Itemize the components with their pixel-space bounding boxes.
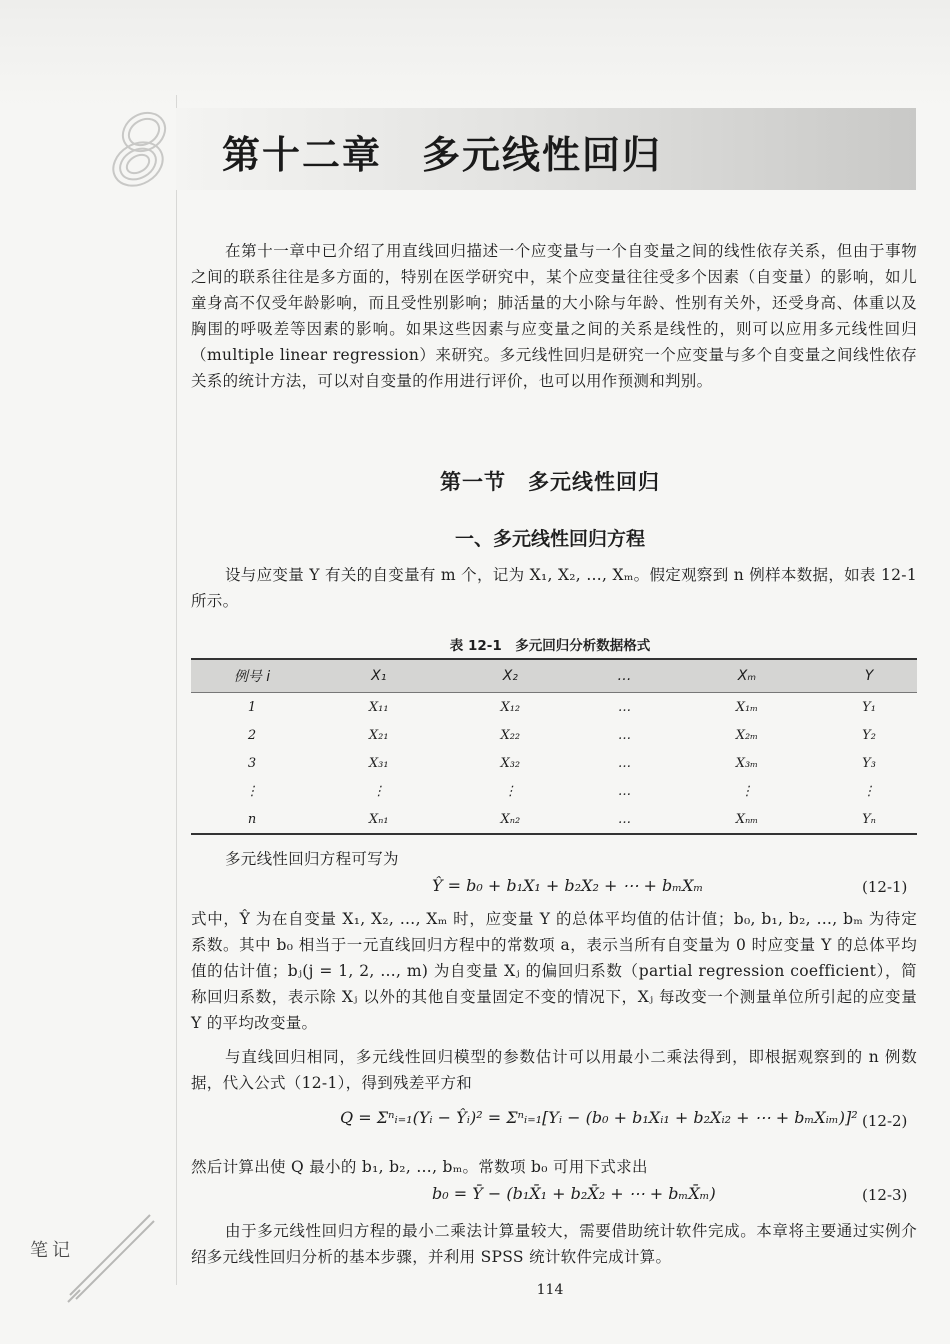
table-cell: … bbox=[617, 811, 631, 827]
equation-number: (12-1) bbox=[862, 878, 908, 896]
table-cell: ⋮ bbox=[862, 783, 876, 799]
table-cell: ⋮ bbox=[740, 783, 754, 799]
table-cell: … bbox=[617, 727, 631, 743]
table-cell: X₁₁ bbox=[368, 699, 389, 715]
section-title: 第一节 多元线性回归 bbox=[440, 470, 660, 494]
table-cell: Xₙ₂ bbox=[500, 811, 521, 827]
table-cell: 2 bbox=[247, 727, 257, 743]
intro-paragraph: 在第十一章中已介绍了用直线回归描述一个应变量与一个自变量之间的线性依存关系，但由于事物之间的联系往往是多方面的，特别在医学研究中，某个应变量往往受多个因素（自变量）的影响，如儿童身高不仅受年龄影响，而且受性别影响；肺活量的大小除与年龄、性别有关外，还受身高、体重以及胸围的呼吸差等因素的影响。如果这些因素与应变量之间的关系是线性的，则可以应用多元线性回归（multiple linear regression）来研究。多元线性回归是研究一个应变量与多个自变量之间线性依存关系的统计方法，可以对自变量的作用进行评价，也可以用作预测和判别。 bbox=[191, 242, 917, 390]
margin-rule bbox=[176, 95, 177, 1285]
table-cell: Yₙ bbox=[862, 811, 876, 827]
table-cell: … bbox=[617, 699, 631, 715]
table-cell: X₁ₘ bbox=[735, 699, 759, 715]
table-cell: 3 bbox=[247, 755, 257, 771]
table-cell: X₃₂ bbox=[500, 755, 521, 771]
equation-intro: 多元线性回归方程可写为 bbox=[225, 850, 399, 868]
table-header-row bbox=[191, 659, 917, 693]
closing-paragraph: 由于多元线性回归方程的最小二乘法计算量较大，需要借助统计软件完成。本章将主要通过实例介绍多元线性回归分析的基本步骤，并利用 SPSS 统计软件完成计算。 bbox=[191, 1222, 917, 1266]
table-header-cell: 例号 i bbox=[191, 659, 313, 693]
table-cell: … bbox=[617, 783, 631, 799]
page-number: 114 bbox=[536, 1282, 564, 1298]
table-row bbox=[191, 777, 917, 805]
table-row bbox=[191, 721, 917, 749]
table-cell: X₃ₘ bbox=[735, 755, 759, 771]
section-paragraph: 设与应变量 Y 有关的自变量有 m 个，记为 X₁, X₂, …, Xₘ。假定观察到 n 例样本数据，如表 12-1 所示。 bbox=[191, 566, 917, 610]
equation-12-2: Q = Σⁿᵢ₌₁(Yᵢ − Ŷᵢ)² = Σⁿᵢ₌₁[Yᵢ − (b₀ + b₁Xᵢ₁ + b₂Xᵢ₂ + ⋯ + bₘXᵢₘ)]² bbox=[340, 1108, 858, 1127]
equation-number: (12-3) bbox=[862, 1186, 908, 1204]
table-row bbox=[191, 693, 917, 722]
table-cell: X₃₁ bbox=[368, 755, 389, 771]
coefficients-paragraph: 式中，Ŷ 为在自变量 X₁, X₂, …, Xₘ 时，应变量 Y 的总体平均值的估计值；b₀, b₁, b₂, …, bₘ 为待定系数。其中 b₀ 相当于一元直线回归方程中的常数项 a，表示当所有自变量为 0 时应变量 Y 的总体平均值的估计值；bⱼ(j = 1, 2, …, m) 为自变量 Xⱼ 的偏回归系数（partial regression coefficient），简称回归系数，表示除 Xⱼ 以外的其他自变量固定不变的情况下，Xⱼ 每改变一个测量单位所引起的应变量 Y 的平均改变量。 bbox=[191, 910, 917, 1032]
table-header-cell: … bbox=[576, 659, 673, 693]
chapter-title: 第十二章 多元线性回归 bbox=[222, 133, 663, 177]
table-caption: 表 12-1 多元回归分析数据格式 bbox=[449, 638, 651, 654]
table-cell: Xₙₘ bbox=[735, 811, 759, 827]
table-cell: n bbox=[247, 811, 257, 827]
chapter-number-graphic bbox=[100, 102, 178, 194]
equation-number: (12-2) bbox=[862, 1112, 908, 1130]
table-header-cell: Xₘ bbox=[673, 659, 821, 693]
least-squares-paragraph: 与直线回归相同，多元线性回归模型的参数估计可以用最小二乘法得到，即根据观察到的 n 例数据，代入公式（12-1），得到残差平方和 bbox=[191, 1048, 917, 1092]
table-cell: X₂₁ bbox=[368, 727, 389, 743]
minimize-paragraph: 然后计算出使 Q 最小的 b₁, b₂, …, bₘ。常数项 b₀ 可用下式求出 bbox=[191, 1158, 648, 1176]
table-cell: 1 bbox=[247, 699, 257, 715]
table-cell: Xₙ₁ bbox=[368, 811, 389, 827]
table-header-cell: Y bbox=[821, 659, 917, 693]
notes-label: 笔记 bbox=[30, 1240, 74, 1261]
table-cell: X₁₂ bbox=[500, 699, 521, 715]
equation-12-1: Ŷ = b₀ + b₁X₁ + b₂X₂ + ⋯ + bₘXₘ bbox=[432, 876, 704, 895]
table-cell: ⋮ bbox=[503, 783, 517, 799]
subsection-title: 一、多元线性回归方程 bbox=[454, 528, 645, 550]
table-header-cell: X₁ bbox=[313, 659, 445, 693]
table-cell: Y₂ bbox=[862, 727, 876, 743]
table-cell: X₂₂ bbox=[500, 727, 521, 743]
table-cell: Y₁ bbox=[862, 699, 876, 715]
table-cell: … bbox=[617, 755, 631, 771]
table-row bbox=[191, 749, 917, 777]
table-cell: ⋮ bbox=[372, 783, 386, 799]
table-cell: X₂ₘ bbox=[735, 727, 759, 743]
table-row bbox=[191, 805, 917, 834]
table-header-cell: X₂ bbox=[445, 659, 577, 693]
table-cell: Y₃ bbox=[862, 755, 876, 771]
equation-12-3: b₀ = Ȳ − (b₁X̄₁ + b₂X̄₂ + ⋯ + bₘX̄ₘ) bbox=[432, 1184, 716, 1203]
table-cell: ⋮ bbox=[245, 783, 259, 799]
page-top-shade bbox=[0, 0, 950, 110]
data-format-table bbox=[191, 658, 917, 835]
